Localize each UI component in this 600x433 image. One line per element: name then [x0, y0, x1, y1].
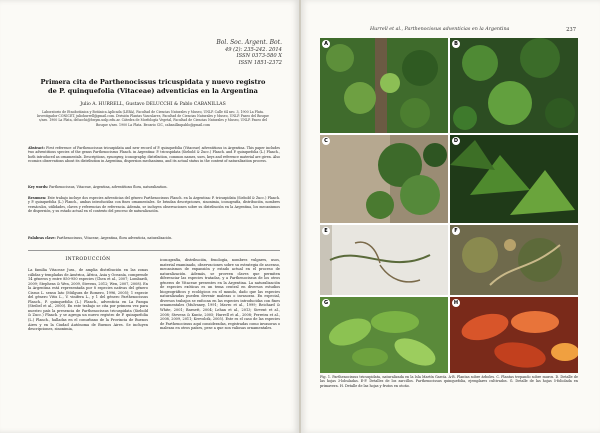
journal-header — [216, 40, 282, 66]
photo-c-image — [320, 135, 448, 223]
photo-panel-a — [320, 38, 448, 133]
panel-label-d: D — [453, 138, 459, 144]
keywords-label: Key words: — [28, 185, 49, 189]
photo-panel-h — [450, 297, 578, 373]
photo-panel-g — [320, 297, 448, 373]
journal-name: Bol. Soc. Argent. Bot. — [216, 39, 282, 46]
resumen-text: Este trabajo incluye dos especies adventicias del género Parthenocissus Planch. en la Argentina: P. tricuspidata (Siebold & Zucc.) Planch. y P. quinquefolia (L.) Planch., ambas introducidas con fines ornamentales. Se brindan descripciones, sinonimia, iconografía, distribución, nombres vernáculos, utilidades, claves y referencias de referencia. Además, se incluyen observaciones sobre su distribución en la Argentina, los mecanismos de dispersión, y su estado actual en el contexto del proceso de naturalización. — [28, 196, 280, 214]
photo-panel-c — [320, 135, 448, 223]
panel-label-c: C — [322, 137, 330, 145]
affiliations: Laboratorio de Etnobotánica y Botánica Aplicada (LEBA), Facultad de Ciencias Naturales y Museo, UNLP. Calle 64 nro. 3, 1900 La Plata. Investigador CONICET, juliohurrell@gmail.com. División Plantas Vasculares, Facultad de Ciencias Naturales y Museo, UNLP. Paseo del Bosque s/nro. 1900 La Plata, delucchi@fcnym.unlp.edu.ar. Cátedra de Morfología Vegetal, Facultad de Ciencias Naturales y Museo, UNLP. Paseo del Bosque s/nro. 1900 La Plata. Becario CIC, cabanillaspablo@gmail.com — [37, 110, 269, 127]
palabras-clave — [28, 236, 280, 240]
keywords — [28, 185, 280, 189]
abstract-label: Abstract: — [28, 146, 45, 150]
panel-label-b: B — [452, 40, 460, 48]
panel-label-a: A — [322, 40, 330, 48]
authors: Julio A. HURRELL, Gustavo DELUCCHI & Pablo CABANILLAS — [80, 102, 226, 107]
title-line-1: Primera cita de Parthenocissus tricuspidata y nuevo registro — [40, 78, 266, 86]
abstract-text: First reference of Parthenocissus tricuspidata and new record of P. quinquefolia (Vitaceae) adventitious in Argentina. This paper includes two adventitious species of the genus Parthenocissus Planch. in Argentina: P. tricuspidata (Siebold & Zucc.) Planch. and P. quinquefolia (L.) Planch., both introduced as ornamentals. Descriptions, synonymy, iconography, distribution, common names, uses, keys and reference material are given. Also ecomics observations about its distribution in Argentina, dispersion mechanisms, and its actual status in the context of naturalization process. — [28, 146, 280, 164]
issn-online: ISSN 1851-2372 — [238, 59, 282, 66]
photo-h-image — [450, 297, 578, 373]
body-column-2: iconografía, distribución, fenología, nombres vulgares, usos, material examinado, observaciones sobre su estrategia de ascenso, mecanismos de expansión y estado actual en el proceso de naturalización. Además, se proveen claves que permiten diferenciar las especies tratadas, y a Parthenocissus de los otros géneros de Vitaceae presentes en la Argentina. La naturalización de especies exóticas es un tema central en diversos estudios biogeográficos y ecológicos en el mundo, dado que las especies naturalizadas pueden devenir malezas o invasoras. En especial, diversos trabajos se enfocan en las especies introducidas con fines ornamentales (Mulvaney, 1991; Mavro et al., 1999; Reichard & White, 2001; Barnett, 2004; Lehan et al., 2013; Sirvent et al., 2008; Stevens & Kuntz, 2005; Hurrell et al., 2008; Ferreira et al., 2008, 2009, 2011; Krevolcik, 2005). Este es el caso de las especies de Parthenocissus aquí consideradas, registradas como invasoras o malezas en otros países, pese a que son valiosas ornamentales. — [160, 258, 280, 331]
journal-issue: 49 (2): 235-242. 2014 — [224, 46, 282, 53]
keywords-text: Parthenocissus, Vitaceae, Argentina, adventitious flora, naturalization. — [49, 185, 168, 189]
photo-f-image — [450, 225, 578, 295]
body-column-1: La familia Vitaceae Juss., de amplia distribución en las zonas cálidas y templadas de América, África, Asia y Oceanía, comprende 14 géneros y entre 850-950 especies (Chen et al., 2007; Lombardi, 2009; Stephens & Wen, 2009, Stevens, 2012; Wen, 2007, 2008). En la Argentina está representada por 8 especies nativas del género Cissus L. sensu lato (Múlgura de Romero, 1996, 2005); 1 especie del género Vitis L., V. vinifera L., y 1 del género Parthenocissus Planch., P. quinquefolia (L.) Planch., adventicia en La Pampa (Steibel et al., 2000). En este trabajo se cita por primera vez para nuestro país la presencia de Parthenocissus tricuspidata (Siebold & Zucc.) Planch. y se agrega un nuevo registro de P. quinquefolia (L.) Planch., halladas en el conurbano de la Provincia de Buenos Aires y en la Ciudad Autónoma de Buenos Aires. Se incluyen descripciones, sinonimia, — [28, 268, 148, 332]
photo-b-image — [450, 38, 578, 133]
right-page — [300, 0, 600, 433]
panel-label-h: H — [453, 300, 459, 306]
panel-label-e: E — [322, 227, 330, 235]
title-line-2: de P. quinquefolia (Vitaceae) adventicias en la Argentina — [48, 86, 258, 95]
figure-caption: Fig. 1. Parthenocissus tricuspidata, naturalizada en la Isla Martín García. A-B. Plantas sobre árboles. C. Plantas trepando sobre muros. D. Detalle de las hojas 3-lobuladas. E-F. Detalles de los zarcillos. Parthenocissus quinquefolia, ejemplares cultivados. G. Detalle de las hojas 5-foliolada en primavera. H. Detalle de las hojas y frutos en otoño. — [320, 375, 578, 388]
abstract — [28, 146, 280, 164]
palabras-text: Parthenocissus, Vitaceae, Argentina, flora adventicia, naturalización. — [56, 236, 173, 240]
palabras-label: Palabras clave: — [28, 236, 56, 240]
article-title — [28, 78, 278, 95]
photo-d-image — [450, 135, 578, 223]
photo-g-image — [320, 297, 448, 373]
resumen-label: Resumen: — [28, 196, 47, 200]
issn-print: ISSN 0373-580 X — [236, 53, 282, 60]
page-number: 237 — [566, 27, 576, 33]
photo-a-image — [320, 38, 448, 133]
photo-panel-f — [450, 225, 578, 295]
resumen — [28, 196, 280, 214]
intro-heading: INTRODUCCIÓN — [65, 257, 111, 262]
panel-label-f: F — [452, 227, 460, 235]
figure-1 — [320, 38, 578, 373]
page-gutter — [299, 0, 301, 433]
photo-panel-d — [450, 135, 578, 223]
photo-e-image — [320, 225, 448, 295]
panel-label-g: G — [323, 300, 329, 306]
photo-panel-b — [450, 38, 578, 133]
photo-panel-e — [320, 225, 448, 295]
running-head: Hurrell et al., Parthenocissus adventicias en la Argentina — [370, 27, 510, 32]
section-divider — [28, 250, 280, 251]
